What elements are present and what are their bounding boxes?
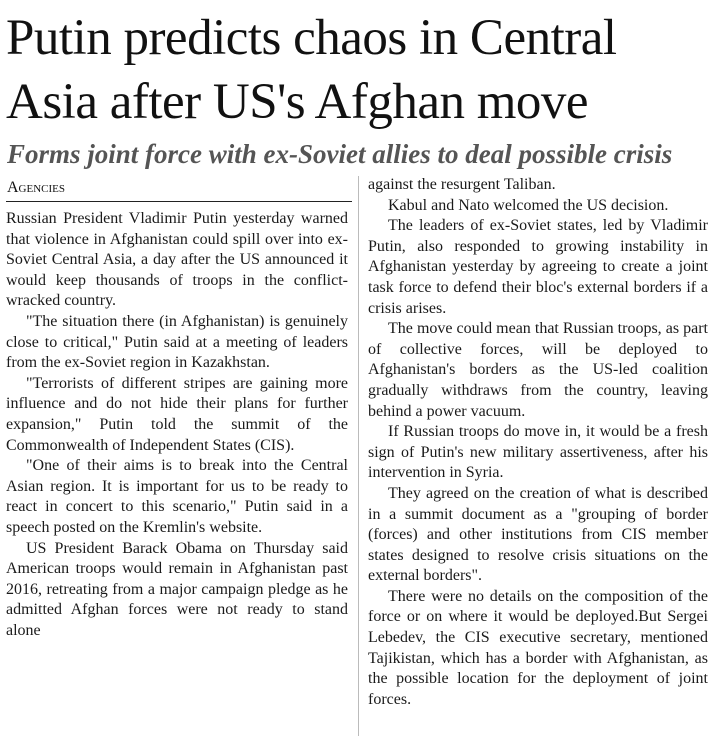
paragraph: against the resurgent Taliban.	[368, 176, 556, 193]
paragraph: US President Barack Obama on Thursday said American troops would remain in Afghanistan past 2016, retreating from a major campaign pledge as he admitted Afghan forces were not ready to stand alone	[6, 539, 348, 639]
column-divider	[358, 176, 359, 736]
byline: Agencies	[7, 179, 65, 196]
paragraph: Kabul and Nato welcomed the US decision.	[388, 196, 669, 214]
article-column-left	[6, 209, 348, 641]
article-column-right	[368, 175, 708, 710]
byline-rule	[6, 201, 352, 202]
paragraph: The move could mean that Russian troops, as part of collective forces, will be deployed to Afghanistan's borders as the US-led coalition gradually withdraws from the country, leaving behind a power vacuum.	[368, 320, 708, 420]
subheadline: Forms joint force with ex-Soviet allies to deal possible crisis	[7, 139, 673, 169]
paragraph: If Russian troops do move in, it would be a fresh sign of Putin's new military assertiveness, after his intervention in Syria.	[368, 423, 708, 482]
paragraph: There were no details on the composition of the force or on where it would be deployed.But Sergei Lebedev, the CIS executive secretary, mentioned Tajikistan, which has a border with Afghanistan, as the possible location for the deployment of joint forces.	[368, 587, 708, 708]
paragraph: The leaders of ex-Soviet states, led by Vladimir Putin, also responded to growing instability in Afghanistan yesterday by agreeing to create a joint task force to defend their bloc's external borders if a crisis arises.	[368, 217, 708, 317]
paragraph: They agreed on the creation of what is described in a summit document as a "grouping of border (forces) and other institutions from CIS member states designed to resolve crisis situations on the external borders".	[368, 484, 708, 585]
paragraph: "The situation there (in Afghanistan) is genuinely close to critical," Putin said at a meeting of leaders from the ex-Soviet region in Kazakhstan.	[6, 312, 348, 372]
paragraph: "One of their aims is to break into the Central Asian region. It is important for us to be ready to react in concert to this scenario," Putin said in a speech posted on the Kremlin's website.	[6, 457, 348, 536]
headline: Putin predicts chaos in Central Asia after US's Afghan move	[6, 10, 617, 130]
paragraph: "Terrorists of different stripes are gaining more influence and do not hide their plans for further expansion," Putin told the summit of the Commonwealth of Independent States (CIS).	[6, 374, 348, 454]
paragraph: Russian President Vladimir Putin yesterday warned that violence in Afghanistan could spill over into ex-Soviet Central Asia, a day after the US announced it would keep thousands of troops in the conflict-wracked country.	[6, 210, 348, 310]
